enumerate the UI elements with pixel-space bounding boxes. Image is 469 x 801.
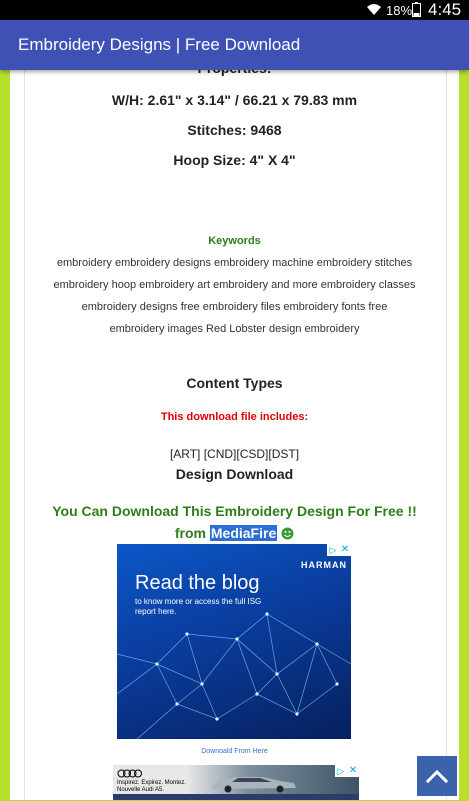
- ad-close-icon[interactable]: ✕: [340, 544, 350, 555]
- wifi-icon: [366, 2, 382, 16]
- free-download-notice: You Can Download This Embroidery Design For Free !!: [52, 503, 417, 519]
- file-formats: [ART] [CND][CSD][DST]: [169, 447, 300, 461]
- clock: 4:45: [428, 0, 462, 19]
- ad-close-icon[interactable]: ✕: [348, 765, 358, 776]
- keywords-line: embroidery images Red Lobster design embroidery: [109, 323, 360, 335]
- keywords-title: Keywords: [208, 235, 261, 247]
- status-bar: [0, 0, 469, 20]
- audi-rings-logo: [117, 769, 143, 778]
- app-bar: [0, 20, 469, 70]
- app-title: Embroidery Designs | Free Download: [18, 35, 301, 54]
- ad-copy-line: Nouvelle Audi A5.: [117, 787, 165, 793]
- download-from-here-link[interactable]: Downoald From Here: [201, 748, 268, 755]
- ad-copy: [117, 780, 186, 794]
- battery-percent: 18%: [386, 3, 413, 18]
- keywords-line: embroidery designs free embroidery files embroidery fonts free: [81, 301, 388, 313]
- design-size: W/H: 2.61" x 3.14" / 66.21 x 79.83 mm: [111, 92, 358, 108]
- car-image: [208, 771, 298, 793]
- advertisement-banner-bottom[interactable]: [113, 765, 359, 800]
- advertisement-banner[interactable]: [117, 544, 351, 739]
- keywords-line: embroidery hoop embroidery art embroidery and more embroidery classes: [53, 279, 416, 291]
- smiley-icon: [281, 527, 294, 540]
- hoop-size: Hoop Size: 4" X 4": [173, 152, 296, 168]
- chevron-up-icon: [417, 756, 457, 796]
- design-download-heading: Design Download: [175, 466, 294, 482]
- from-label: from: [174, 525, 206, 541]
- ad-info-icon[interactable]: ▷: [327, 544, 339, 556]
- ad-next-frame: [113, 794, 359, 800]
- scroll-to-top-button[interactable]: [417, 756, 457, 796]
- ad-subtext: to know more or access the full ISG report here.: [135, 597, 262, 616]
- page-content[interactable]: [10, 70, 459, 800]
- battery-icon: [412, 2, 421, 17]
- keywords-line: embroidery embroidery designs embroidery machine embroidery stitches: [56, 257, 413, 269]
- mediafire-link[interactable]: MediaFire: [210, 525, 277, 541]
- content-types-title: Content Types: [186, 375, 283, 391]
- ad-headline: Read the blog: [135, 572, 260, 594]
- ad-copy-line: Inspirez. Expirez. Montez.: [117, 780, 187, 786]
- download-includes-label: This download file includes:: [160, 411, 309, 423]
- ad-brand-logo: HARMAN: [301, 560, 347, 570]
- mediafire-line: [10, 525, 459, 541]
- ad-info-icon[interactable]: ▷: [335, 765, 347, 777]
- stitch-count: Stitches: 9468: [187, 122, 282, 138]
